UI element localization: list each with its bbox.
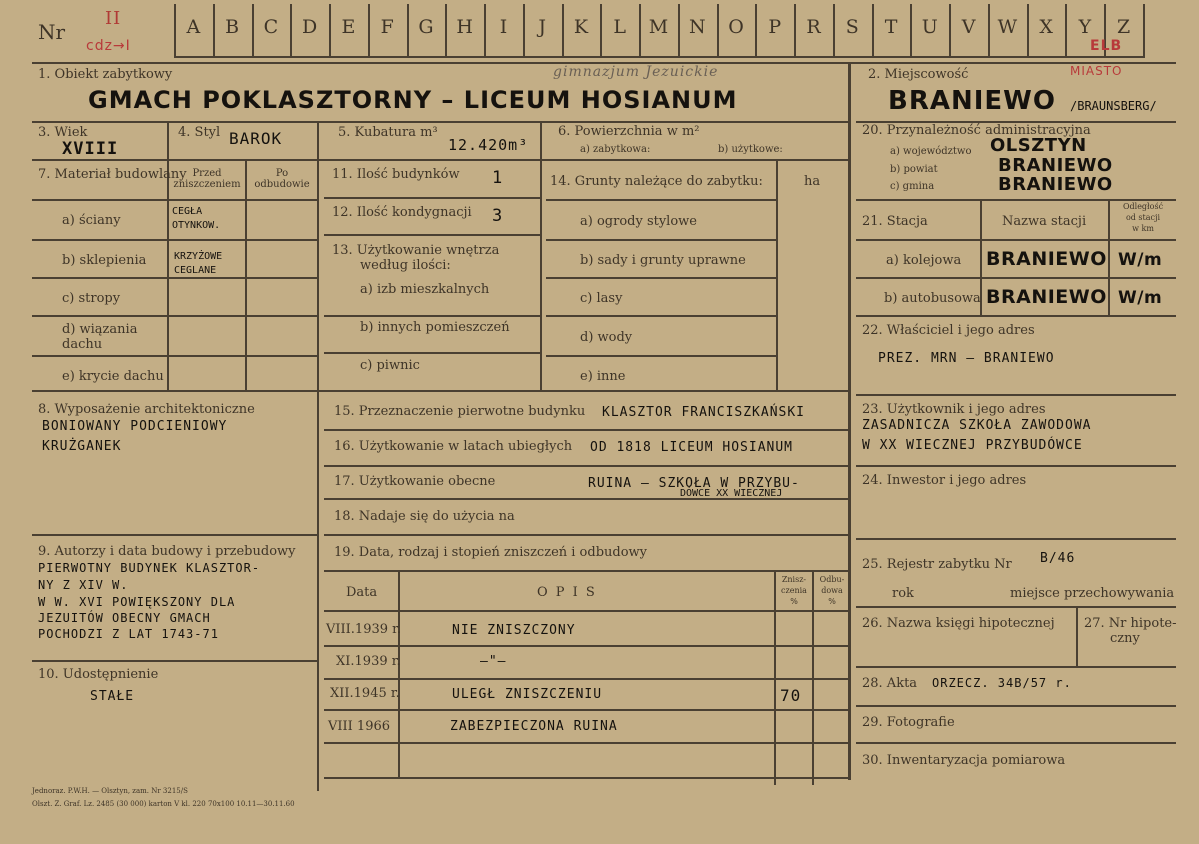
field-21-col-name: Nazwa stacji <box>1002 214 1087 229</box>
field-6-a: a) zabytkowa: <box>580 144 651 155</box>
rule <box>546 199 776 201</box>
rule <box>856 277 1176 279</box>
field-8-label: 8. Wyposażenie architektoniczne <box>38 402 255 417</box>
field-14-label: 14. Grunty należące do zabytku: <box>550 174 763 189</box>
field-2-value: BRANIEWO <box>888 86 1056 116</box>
field-20-voivodeship-value: OLSZTYN <box>990 135 1087 156</box>
rule <box>1143 4 1145 58</box>
printer-note-1: Jednoraz. P.W.H. — Olsztyn, zam. Nr 3215/S <box>32 787 188 795</box>
field-7-col-before: Przed zniszczeniem <box>173 168 241 190</box>
field-25-label: 25. Rejestr zabytku Nr <box>862 557 1012 572</box>
rule <box>324 429 848 431</box>
field-11-label: 11. Ilość budynków <box>332 167 460 182</box>
rule <box>324 709 848 711</box>
field-25-location-label: miejsce przechowywania <box>1010 586 1175 601</box>
index-letter-g: G <box>418 16 434 38</box>
field-17-value-1: RUINA – SZKOŁA W PRZYBU- <box>588 476 800 491</box>
field-9-line-3: W W. XVI POWIĘKSZONY DLA <box>38 595 236 609</box>
field-8-value-1: BONIOWANY PODCIENIOWY <box>42 419 228 434</box>
rule <box>324 678 848 680</box>
rule <box>776 161 778 390</box>
index-letter-z: Z <box>1117 16 1131 38</box>
field-25-year-label: rok <box>892 586 914 601</box>
field-19-row-2-date: XI.1939 r. <box>336 654 401 669</box>
rule <box>32 121 848 123</box>
field-19-col-rebuild-1: Odbu- <box>819 575 845 584</box>
field-17-value-2: DÓWCE XX WIECZNEJ <box>680 488 783 499</box>
rule <box>856 742 1176 744</box>
rule <box>324 570 848 572</box>
field-24-label: 24. Inwestor i jego adres <box>862 473 1027 488</box>
index-letter-d: D <box>302 16 318 38</box>
field-4-label: 4. Styl <box>178 125 221 140</box>
index-letter-p: P <box>768 16 782 38</box>
index-letter-n: N <box>688 16 706 38</box>
field-20-commune-label: c) gmina <box>890 181 935 192</box>
rule <box>546 315 776 317</box>
rule <box>324 465 848 467</box>
field-12-value: 3 <box>492 206 504 226</box>
field-19-col-desc: O P I S <box>537 585 597 600</box>
field-21-bus-station: BRANIEWO <box>986 286 1107 308</box>
index-letter-y: Y <box>1078 16 1092 38</box>
rule <box>324 742 848 744</box>
nr-value: II <box>105 8 122 29</box>
rule <box>32 199 318 201</box>
rule <box>324 197 540 199</box>
field-7-label: 7. Materiał budowlany <box>38 167 187 182</box>
rule <box>856 315 1176 317</box>
field-19-row-2-desc: –"– <box>480 654 507 669</box>
field-22-value: PREZ. MRN – BRANIEWO <box>878 351 1055 366</box>
rule <box>398 572 400 778</box>
field-30-label: 30. Inwentaryzacja pomiarowa <box>862 753 1066 768</box>
column-divider <box>848 62 851 780</box>
field-19-label: 19. Data, rodzaj i stopień zniszczeń i odbudowy <box>334 545 648 560</box>
rule <box>32 159 848 161</box>
field-23-value-2: W XX WIECZNEJ PRZYBUDÓWCE <box>862 438 1083 453</box>
field-13-row-c: c) piwnic <box>360 358 420 373</box>
field-23-value-1: ZASADNICZA SZKOŁA ZAWODOWA <box>862 418 1092 433</box>
field-16-label: 16. Użytkowanie w latach ubiegłych <box>334 439 573 454</box>
field-7-row-c: c) stropy <box>62 291 121 306</box>
field-20-label: 20. Przynależność administracyjna <box>862 123 1091 138</box>
field-1-value: GMACH POKLASZTORNY – LICEUM HOSIANUM <box>88 86 738 114</box>
field-19-col-damage-1: Znisz- <box>781 575 807 584</box>
field-23-label: 23. Użytkownik i jego adres <box>862 402 1046 417</box>
field-20-commune-value: BRANIEWO <box>998 174 1113 195</box>
rule <box>324 534 848 536</box>
index-letter-b: B <box>225 16 240 38</box>
index-letter-u: U <box>921 16 938 38</box>
field-14-row-b: b) sady i grunty uprawne <box>580 253 746 268</box>
field-4-value: BAROK <box>229 129 283 148</box>
rule <box>32 355 318 357</box>
rule <box>540 121 542 161</box>
field-19-col-damage-2: czenia <box>781 586 807 595</box>
field-19-row-3-damage: 70 <box>780 686 802 705</box>
rule <box>324 610 848 612</box>
field-14-unit: ha <box>804 174 821 189</box>
rule <box>167 121 169 161</box>
index-letter-c: C <box>263 16 279 38</box>
field-21-rail-label: a) kolejowa <box>886 253 962 268</box>
field-21-col-distance-2: od stacji <box>1125 213 1161 222</box>
index-letter-h: H <box>456 16 473 38</box>
index-letter-k: K <box>573 16 589 38</box>
rule <box>32 660 318 662</box>
field-10-value: STAŁE <box>90 689 135 704</box>
field-19-row-4-desc: ZABEZPIECZONA RUINA <box>450 719 618 734</box>
rule <box>546 277 776 279</box>
index-letter-o: O <box>728 16 744 38</box>
index-letter-r: R <box>806 16 821 38</box>
field-9-line-5: POCHODZI Z LAT 1743-71 <box>38 627 219 641</box>
rule <box>324 777 848 779</box>
field-7-row-e: e) krycie dachu <box>62 369 164 384</box>
field-9-line-1: PIERWOTNY BUDYNEK KLASZTOR- <box>38 561 261 575</box>
field-7-row-b: b) sklepienia <box>62 253 147 268</box>
field-2-red-note: MIASTO <box>1070 64 1123 78</box>
rule <box>32 239 318 241</box>
field-13-label: 13. Użytkowanie wnętrza <box>332 243 500 258</box>
field-7-col-after: Po odbudowie <box>254 168 310 190</box>
field-13-row-b: b) innych pomieszczeń <box>360 320 510 335</box>
index-letter-x: X <box>1039 16 1053 38</box>
field-29-label: 29. Fotografie <box>862 715 955 730</box>
field-21-col-distance-3: w km <box>1132 224 1154 233</box>
field-15-value: KLASZTOR FRANCISZKAŃSKI <box>602 405 806 420</box>
index-letter-s: S <box>845 16 859 38</box>
rule <box>32 390 848 392</box>
field-17-label: 17. Użytkowanie obecne <box>334 474 496 489</box>
field-14-row-d: d) wody <box>580 330 633 345</box>
index-letter-a: A <box>186 16 201 38</box>
index-letter-i: I <box>499 16 508 38</box>
rule <box>856 606 1176 608</box>
field-2-label: 2. Miejscowość <box>868 67 969 82</box>
field-6-b: b) użytkowe: <box>718 144 783 155</box>
field-20-county-label: b) powiat <box>890 164 938 175</box>
field-19-row-3-desc: ULEGŁ ZNISZCZENIU <box>452 687 603 702</box>
field-19-row-3-date: XII.1945 r. <box>330 686 400 701</box>
field-7-value-a: CEGŁA OTYNKOW. <box>172 206 221 231</box>
field-19-row-1-date: VIII.1939 r. <box>326 622 402 637</box>
rule <box>324 315 540 317</box>
rule <box>856 394 1176 396</box>
field-8-value-2: KRUŻGANEK <box>42 439 122 454</box>
field-28-value: ORZECZ. 34B/57 r. <box>932 676 1072 690</box>
index-letter-w: W <box>997 16 1018 38</box>
field-1-pencil-note: gimnazjum Jezuickie <box>553 64 719 80</box>
field-14-row-e: e) inne <box>580 369 626 384</box>
field-27-label-2: czny <box>1110 631 1140 646</box>
field-9-line-2: NY Z XIV W. <box>38 578 129 592</box>
field-19-col-damage-3: % <box>790 597 798 606</box>
field-12-label: 12. Ilość kondygnacji <box>332 205 472 220</box>
field-1-label: 1. Obiekt zabytkowy <box>38 67 173 82</box>
field-19-col-rebuild-3: % <box>828 597 836 606</box>
field-7-row-d: d) wiązania dachu <box>62 322 138 352</box>
rule <box>324 234 540 236</box>
index-letter-v: V <box>961 16 976 38</box>
field-5-value: 12.420m³ <box>448 136 529 154</box>
field-14-row-c: c) lasy <box>580 291 623 306</box>
field-9-label: 9. Autorzy i data budowy i przebudowy <box>38 544 296 559</box>
red-mark: ELB <box>1090 38 1123 54</box>
field-21-col-distance-1: Odległość <box>1122 202 1164 211</box>
field-19-col-date: Data <box>346 585 378 600</box>
field-19-row-4-date: VIII 1966 <box>328 719 391 734</box>
field-21-label: 21. Stacja <box>862 214 928 229</box>
field-2-value-alt: /BRAUNSBERG/ <box>1070 99 1157 113</box>
field-21-rail-distance: W/m <box>1118 250 1163 270</box>
field-20-voivodeship-label: a) województwo <box>890 146 972 157</box>
printer-note-2: Olszt. Z. Graf. Lz. 2485 (30 000) karton V kl. 220 70x100 10.11—30.11.60 <box>32 800 295 808</box>
rule <box>32 315 318 317</box>
field-7-value-b: KRZYŻOWE CEGLANE <box>174 251 223 276</box>
field-28-label: 28. Akta <box>862 676 918 691</box>
field-19-row-1-desc: NIE ZNISZCZONY <box>452 623 576 638</box>
nr-sub: cdz→I <box>86 38 131 54</box>
rule <box>317 121 319 791</box>
index-letter-m: M <box>648 16 669 38</box>
field-19-col-rebuild-2: dowa <box>821 586 843 595</box>
field-7-row-a: a) ściany <box>62 213 121 228</box>
field-21-bus-label: b) autobusowa <box>884 291 981 306</box>
field-21-rail-station: BRANIEWO <box>986 248 1107 270</box>
rule <box>856 239 1176 241</box>
field-18-label: 18. Nadaje się do użycia na <box>334 509 515 524</box>
rule <box>324 352 540 354</box>
field-16-value: OD 1818 LICEUM HOSIANUM <box>590 440 794 455</box>
rule <box>540 161 542 390</box>
field-3-value: XVIII <box>62 139 119 159</box>
rule <box>1076 606 1078 668</box>
index-letter-l: L <box>613 16 627 38</box>
rule <box>546 355 776 357</box>
field-5-label: 5. Kubatura m³ <box>338 125 438 140</box>
field-14-row-a: a) ogrody stylowe <box>580 214 697 229</box>
rule <box>856 465 1176 467</box>
field-21-bus-distance: W/m <box>1118 288 1163 308</box>
nr-label: Nr <box>38 20 66 44</box>
field-3-label: 3. Wiek <box>38 125 88 140</box>
index-letter-f: F <box>380 16 394 38</box>
field-6-label: 6. Powierzchnia w m² <box>558 124 700 139</box>
index-letter-t: T <box>884 16 898 38</box>
field-13-row-a: a) izb mieszkalnych <box>360 282 490 297</box>
index-letter-e: E <box>341 16 356 38</box>
field-13-label-2: według ilości: <box>360 258 451 273</box>
field-26-label: 26. Nazwa księgi hipotecznej <box>862 616 1055 631</box>
rule <box>856 538 1176 540</box>
field-25-value: B/46 <box>1040 551 1076 566</box>
index-letter-j: J <box>538 16 547 38</box>
rule <box>546 239 776 241</box>
field-11-value: 1 <box>492 168 504 188</box>
rule <box>856 199 1176 201</box>
field-20-county-value: BRANIEWO <box>998 155 1113 176</box>
rule <box>174 56 1144 58</box>
field-10-label: 10. Udostępnienie <box>38 667 159 682</box>
rule <box>324 645 848 647</box>
field-15-label: 15. Przeznaczenie pierwotne budynku <box>334 404 586 419</box>
field-22-label: 22. Właściciel i jego adres <box>862 323 1035 338</box>
field-27-label: 27. Nr hipote- <box>1084 616 1177 631</box>
rule <box>32 534 318 536</box>
field-9-line-4: JEZUITÓW OBECNY GMACH <box>38 611 211 625</box>
rule <box>856 705 1176 707</box>
rule <box>856 666 1176 668</box>
